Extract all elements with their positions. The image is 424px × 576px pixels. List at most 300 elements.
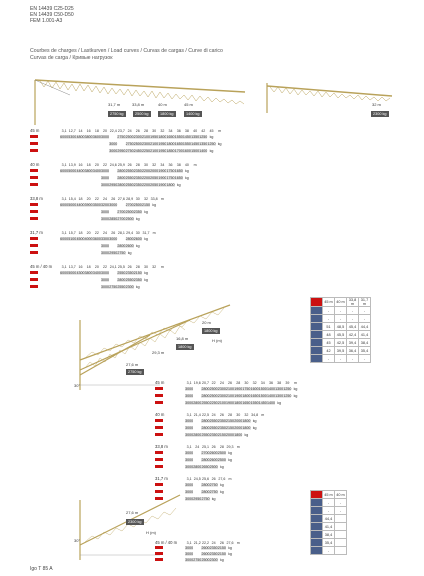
load-value: 1500 [191,149,200,153]
radius-value: 3,1 [61,264,67,269]
load-value: 2000 [150,169,159,173]
radius-value: 24,1 [109,264,117,269]
radius-value: 45 [209,128,214,133]
load-value: 2750 [193,558,202,562]
load-value: 2050 [150,176,159,180]
radius-value: 32 [152,162,157,167]
load-value: 2600 [133,237,142,241]
radius-value: 15,4 [68,196,76,201]
load-value: 1900 [158,176,167,180]
load-value: 2150 [141,203,150,207]
load-value: 1250 [207,142,216,146]
height-value: 44,4 [359,323,371,331]
load-value: kg [252,426,257,430]
boom-length-label: 45 m / 40 m [155,540,178,545]
height-value: - [323,307,335,315]
height-value: - [323,315,335,323]
radius-value: 21,4 [193,412,201,417]
load-value: 1650 [242,401,251,405]
hoist-icon [30,237,38,240]
load-table-row [155,483,226,487]
table-row [311,523,347,531]
dim-label: 33,8 m [132,102,145,107]
load-value: 3800 [84,169,93,173]
height-value: 39,4 [347,339,359,347]
load-table-row [30,169,191,173]
radius-value: 3,1 [186,380,192,385]
load-value: 1350 [199,142,208,146]
load-value: 2000 [226,433,235,437]
height-value: - [347,355,359,363]
load-value: 1450 [182,135,191,139]
radius-value: 26 [211,444,216,449]
load-table-row [30,135,216,139]
section-titles [30,48,223,62]
load-value: 2700 [117,217,126,221]
mast-config-icon [311,339,323,347]
radius-value: 26 [219,540,224,545]
load-table-row [30,183,183,187]
load-value: 2800 [201,483,210,487]
dim-label: 20 m [202,320,211,325]
load-value: 2200 [141,176,150,180]
load-value: 1450 [258,401,267,405]
load-value: 3000 [101,278,110,282]
radius-value: 24,6 [109,162,117,167]
radius-value: m [236,444,240,449]
load-value: 2350 [125,271,134,275]
model-footer: Igo T 85 A [30,566,53,572]
load-table-row [30,176,191,180]
radius-value: 30 [135,196,140,201]
radius-value: 3,1 [186,444,192,449]
load-value: 3000 [101,169,110,173]
load-table-row [30,251,134,255]
radius-value: m [261,412,265,417]
load-value: 2300 [141,142,150,146]
load-table-header-row [155,476,234,481]
load-value: 1650 [174,169,183,173]
hoist-icon [30,251,38,254]
hoist-icon [155,433,163,436]
load-value: 1300 [275,394,284,398]
load-table-row [30,142,224,146]
hoist-icon [30,271,38,274]
load-value: 2200 [141,169,150,173]
radius-value: 22,5 [201,412,209,417]
load-value: 2550 [201,433,210,437]
height-value: 36,4 [347,347,359,355]
load-value: 2550 [209,419,218,423]
height-value: - [323,499,335,507]
load-value: 2750 [209,483,218,487]
radius-value: 28,1 [117,230,125,235]
load-value: 2500 [209,387,218,391]
radius-value: 3,1 [186,412,192,417]
load-value: 2950 [109,183,118,187]
load-box: 2300 kg [373,112,387,116]
load-value: 2800 [193,465,202,469]
radius-value: 22,2 [201,540,209,545]
height-value: - [335,499,347,507]
load-value: 6000 [60,237,69,241]
radius-value: 28,9 [126,196,134,201]
load-value: kg [185,176,189,180]
load-value: 3000 [185,465,194,469]
hoist-icon [155,558,163,561]
height-value: - [323,355,335,363]
radius-value: 30 [244,380,249,385]
radius-value: 39 [285,380,290,385]
mast-config-icon [311,307,323,315]
radius-value: 3,1 [186,540,192,545]
mast-config-icon [311,547,323,555]
height-value: 45 [323,339,335,347]
load-value: 3000 [185,490,194,494]
radius-value: 27,6 [218,476,226,481]
height-value: 51 [323,323,335,331]
hoist-icon [30,135,38,138]
load-value: 1550 [250,401,259,405]
table-header: 31,7 m [359,298,371,307]
radius-value: 22 [94,230,99,235]
load-value: 1750 [166,169,175,173]
load-value: 3500 [92,203,101,207]
height-value: - [335,315,347,323]
load-value: 1350 [191,135,200,139]
load-value: 3000 [101,271,110,275]
load-value: 2800 [201,426,210,430]
radius-value: 22 [103,162,108,167]
height-value: 41,4 [323,523,335,531]
load-value: 4300 [76,271,85,275]
radius-value: 22 [211,380,216,385]
table-header-icon [311,491,323,499]
radius-value: 24 [195,444,200,449]
load-value: kg [219,558,224,562]
load-value: 3000 [185,558,194,562]
load-value: 2700 [201,451,210,455]
load-value: 2750 [117,251,126,255]
load-value: 2550 [125,278,134,282]
height-value: 38,4 [359,339,371,347]
height-value: 45,5 [335,331,347,339]
load-box: 1400 kg [186,112,200,116]
load-value: kg [144,278,148,282]
height-value [335,539,347,547]
load-box: 2750 kg [128,370,142,374]
radius-value: 30 [152,128,157,133]
hoist-icon [155,552,163,555]
load-table-row [155,451,234,455]
height-table-2 [310,490,347,555]
load-value: 2800 [193,433,202,437]
radius-value: 20 [94,162,99,167]
radius-value: 33,8 [150,196,158,201]
load-value: 3000 [185,552,194,556]
load-value: 1800 [242,394,251,398]
radius-value: 26 [135,128,140,133]
load-value: 2000 [234,426,243,430]
radius-value: 24,5 [193,476,201,481]
load-value: 6000 [60,169,69,173]
load-value: 2500 [217,458,226,462]
load-value: 2500 [201,558,210,562]
load-value: 1900 [226,401,235,405]
boom-length-label: 31,7 m [155,476,168,481]
load-value: 2600 [201,546,210,550]
radius-value: 24 [103,196,108,201]
load-value: kg [185,169,189,173]
load-value: 1900 [234,387,243,391]
load-value: 2550 [125,176,134,180]
load-value: 2800 [117,176,126,180]
height-value: - [359,355,371,363]
load-value: 3000 [101,244,110,248]
load-value: 2600 [125,244,134,248]
load-value: 2150 [217,546,226,550]
load-value: 1650 [166,135,175,139]
load-value: 2850 [109,217,118,221]
radius-value: 16 [86,128,91,133]
hoist-icon [155,451,163,454]
load-value: 2550 [117,271,126,275]
load-value: kg [277,401,282,405]
radius-value: m [152,230,156,235]
load-box: 2750 kg [110,112,124,116]
radius-value: 18 [86,162,91,167]
load-value: 2250 [141,149,150,153]
load-table-row [30,210,150,214]
load-value: 2150 [217,552,226,556]
load-value: 1600 [182,149,191,153]
load-value: 3000 [185,451,194,455]
mast-config-icon [311,347,323,355]
boom-length-label: 33,8 m [155,444,168,449]
load-value: 2800 [201,419,210,423]
table-header: 40 m [336,492,345,497]
load-value: 2350 [217,426,226,430]
height-value: - [359,315,371,323]
radius-value: 28 [228,412,233,417]
load-value: kg [135,285,140,289]
load-table-row [30,285,142,289]
load-table-header-row [30,128,224,133]
hoist-icon [30,244,38,247]
h-label: H (m) [146,530,156,535]
load-value: 1950 [158,149,167,153]
table-row [311,331,371,339]
radius-value: 30 [236,412,241,417]
radius-value: 24 [127,128,132,133]
load-value: 2500 [125,217,134,221]
load-table-header-row [155,380,300,385]
radius-value: 31,7 [142,230,150,235]
table-header: 40 m [335,298,347,307]
load-value: 2600 [201,552,210,556]
dim-label: 45 m [184,102,193,107]
load-value: 1650 [174,142,183,146]
load-value: 2500 [133,142,142,146]
radius-value: 32 [152,264,157,269]
header-line: EN 14439 C50-D50 [30,12,74,18]
boom-length-label: 45 m [155,380,165,385]
load-value: 1400 [199,149,208,153]
hoist-icon [30,169,38,172]
radius-value: m [236,540,240,545]
radius-value: 18 [78,196,83,201]
load-value: 1800 [234,433,243,437]
hoist-icon [30,176,38,179]
load-value: 2800 [201,394,210,398]
load-value: 3300 [101,237,110,241]
load-value: 2750 [209,490,218,494]
load-value: 1900 [158,183,167,187]
load-value: 2800 [117,244,126,248]
load-table-row [155,419,259,423]
radius-value: 24 [219,380,224,385]
load-value: 2150 [226,419,235,423]
radius-value: 18 [86,264,91,269]
load-value: 3400 [92,169,101,173]
mast-config-icon [311,331,323,339]
load-value: kg [209,149,214,153]
load-value: 6000 [60,271,69,275]
radius-value: 20 [103,128,108,133]
h-label: H (m) [212,338,222,343]
radius-value: 3,1 [61,162,67,167]
radius-value: 22,4 [109,128,117,133]
hoist-icon [155,394,163,397]
load-value: 2550 [125,169,134,173]
load-table-row [30,149,216,153]
load-value: 1800 [158,135,167,139]
load-table-header-row [30,162,199,167]
dim-label: 29,3 m [152,350,165,355]
radius-value: 14 [78,128,83,133]
radius-value: 40 [193,128,198,133]
hoist-icon [155,401,163,404]
load-value: 3000 [185,546,194,550]
load-value: 1750 [242,387,251,391]
load-value: 2100 [141,135,150,139]
radius-value: 3,1 [61,196,67,201]
load-box: 1800 kg [160,112,174,116]
radius-value: 16 [78,162,83,167]
load-value: 3000 [101,176,110,180]
radius-value: 34 [168,128,173,133]
load-table-header-row [30,264,166,269]
load-value: 3000 [109,149,118,153]
load-value: 2000 [234,419,243,423]
radius-value: 21,2 [193,540,201,545]
hoist-icon [155,465,163,468]
load-value: 2150 [133,271,142,275]
dim-label: 16,8 m [176,336,189,341]
load-value: 2600 [209,458,218,462]
radius-value: 28 [135,162,140,167]
height-value [335,531,347,539]
radius-value: m [193,162,197,167]
load-value: 2300 [217,394,226,398]
radius-value: 3,1 [61,230,67,235]
radius-value: 24 [211,412,216,417]
load-value: 2350 [133,169,142,173]
load-value: 1950 [150,135,159,139]
load-table-header-row [155,540,242,545]
load-value: 2100 [217,401,226,405]
load-value: 2350 [133,278,142,282]
load-value: 3000 [109,237,118,241]
radius-value: 28 [219,444,224,449]
load-value: 2750 [117,135,126,139]
load-value: 2750 [201,497,210,501]
height-value: 41,4 [359,331,371,339]
boom-length-label: 40 m [155,412,165,417]
dim-label: 31,7 m [108,102,121,107]
table-header: 45 m [324,492,333,497]
table-row [311,507,347,515]
mast-config-icon [311,531,323,539]
load-value: kg [144,271,148,275]
height-value: - [347,315,359,323]
load-value: 4400 [76,169,85,173]
radius-value: 20 [94,264,99,269]
radius-value: 19,6 [193,380,201,385]
radius-value: 20,7 [201,380,209,385]
load-value: 2550 [117,285,126,289]
load-value: 3000 [185,483,194,487]
load-value: kg [252,419,257,423]
load-value: kg [228,451,232,455]
load-value: 1400 [266,387,275,391]
hoist-icon [155,546,163,549]
hoist-icon [30,183,38,186]
radius-value: 26 [219,412,224,417]
load-value: kg [293,387,298,391]
load-value: 3600 [92,237,101,241]
load-value: 1300 [275,387,284,391]
load-value: 3000 [185,387,194,391]
radius-value: m [294,380,298,385]
load-value: kg [217,142,222,146]
load-value: 1800 [242,419,251,423]
radius-value: 26 [111,196,116,201]
load-value: 2450 [133,149,142,153]
load-value: 1650 [250,394,259,398]
hoist-icon [155,426,163,429]
load-value: 1250 [283,387,292,391]
load-value: 2350 [133,183,142,187]
load-value: 4400 [76,203,85,207]
load-value: 2250 [209,401,218,405]
radius-value: 20 [86,230,91,235]
load-value: kg [209,135,214,139]
load-value: 3000 [185,426,194,430]
radius-value: 30 [135,230,140,235]
radius-value: 23,7 [117,128,125,133]
load-table-row [155,465,226,469]
header-line: FEM 1.001-A3 [30,18,63,24]
load-value: 3000 [185,401,194,405]
load-value: kg [219,465,224,469]
dim-label: 27,6 m [126,510,139,515]
dim-label: 32 m [372,102,381,107]
radius-value: 25,1 [201,444,209,449]
load-value: 2100 [150,149,159,153]
load-value: 3000 [109,203,118,207]
load-value: 3000 [185,458,194,462]
